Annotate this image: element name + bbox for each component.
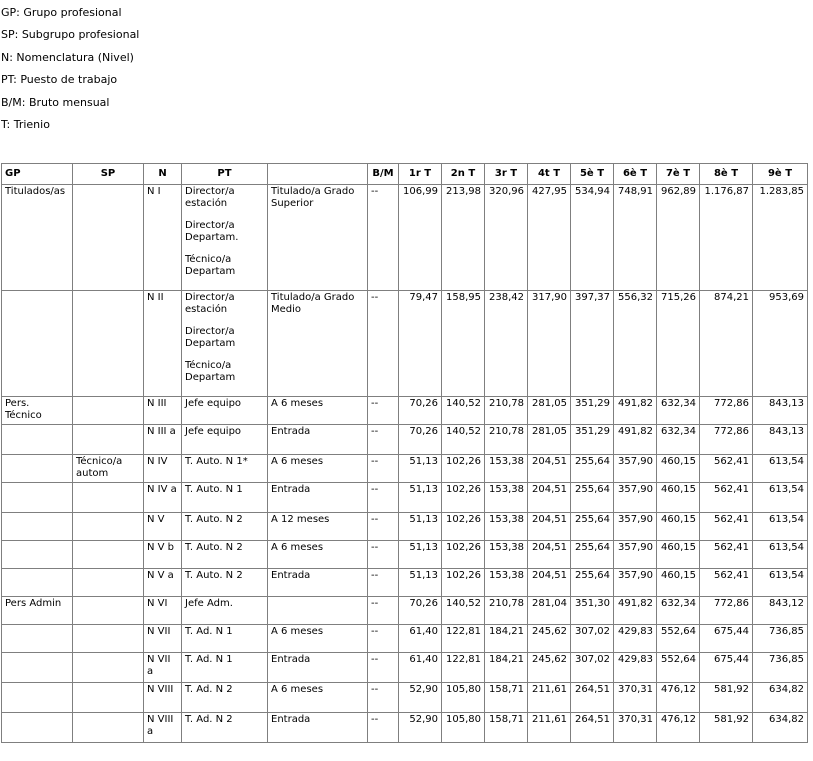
pt-item: Director/a Departam. [185,220,239,243]
bm-cell: -- [368,625,399,653]
category-cell: A 6 meses [268,455,368,483]
trienio-cell: 52,90 [399,713,442,743]
trienio-cell: 153,38 [485,483,528,513]
pt-cell [182,425,268,455]
trienio-cell: 307,02 [571,625,614,653]
column-header: N [144,164,182,185]
table-row [2,185,808,291]
bm-cell: -- [368,653,399,683]
trienio-cell: 427,95 [528,185,571,291]
trienio-cell: 357,90 [614,455,657,483]
bm-cell: -- [368,569,399,597]
n-cell: N V a [144,569,182,597]
trienio-cell: 255,64 [571,455,614,483]
trienio-cell: 153,38 [485,569,528,597]
table-row [2,713,808,743]
pt-cell [182,513,268,541]
gp-cell [2,683,73,713]
trienio-cell: 255,64 [571,541,614,569]
trienio-cell: 675,44 [700,625,753,653]
trienio-cell: 245,62 [528,653,571,683]
gp-cell: Titulados/as [2,185,73,291]
trienio-cell: 562,41 [700,541,753,569]
trienio-cell: 158,95 [442,291,485,397]
trienio-cell: 552,64 [657,653,700,683]
category-cell: A 12 meses [268,513,368,541]
trienio-cell: 317,90 [528,291,571,397]
pt-item: T. Ad. N 1 [185,626,233,637]
trienio-cell: 79,47 [399,291,442,397]
trienio-cell: 634,82 [753,683,808,713]
pt-cell [182,291,268,397]
trienio-cell: 634,82 [753,713,808,743]
trienio-cell: 184,21 [485,653,528,683]
column-header: B/M [368,164,399,185]
column-header: 8è T [700,164,753,185]
trienio-cell: 962,89 [657,185,700,291]
trienio-cell: 562,41 [700,513,753,541]
pt-cell [182,625,268,653]
bm-cell: -- [368,597,399,625]
trienio-cell: 255,64 [571,569,614,597]
column-header: SP [73,164,144,185]
trienio-cell: 429,83 [614,625,657,653]
trienio-cell: 211,61 [528,683,571,713]
table-row [2,683,808,713]
trienio-cell: 357,90 [614,513,657,541]
trienio-cell: 613,54 [753,483,808,513]
column-header: 6è T [614,164,657,185]
trienio-cell: 772,86 [700,597,753,625]
column-header: 3r T [485,164,528,185]
table-header [2,164,808,185]
trienio-cell: 736,85 [753,653,808,683]
trienio-cell: 153,38 [485,541,528,569]
trienio-cell: 70,26 [399,425,442,455]
trienio-cell: 51,13 [399,483,442,513]
trienio-cell: 562,41 [700,483,753,513]
table-row [2,513,808,541]
trienio-cell: 715,26 [657,291,700,397]
column-header: 7è T [657,164,700,185]
trienio-cell: 429,83 [614,653,657,683]
trienio-cell: 105,80 [442,683,485,713]
trienio-cell: 397,37 [571,291,614,397]
trienio-cell: 351,29 [571,397,614,425]
trienio-cell: 211,61 [528,713,571,743]
header-row [2,164,808,185]
trienio-cell: 632,34 [657,397,700,425]
gp-cell [2,455,73,483]
n-cell: N VIII [144,683,182,713]
trienio-cell: 204,51 [528,483,571,513]
trienio-cell: 460,15 [657,513,700,541]
trienio-cell: 184,21 [485,625,528,653]
trienio-cell: 843,13 [753,425,808,455]
table-row [2,597,808,625]
trienio-cell: 61,40 [399,653,442,683]
category-cell: Entrada [268,653,368,683]
legend [1,6,139,140]
sp-cell: Técnico/a autom [73,455,144,483]
trienio-cell: 613,54 [753,569,808,597]
n-cell: N IV [144,455,182,483]
trienio-cell: 843,13 [753,397,808,425]
sp-cell [73,397,144,425]
pt-cell [182,597,268,625]
pt-cell [182,185,268,291]
trienio-cell: 772,86 [700,425,753,455]
trienio-cell: 153,38 [485,455,528,483]
trienio-cell: 675,44 [700,653,753,683]
column-header: PT [182,164,268,185]
trienio-cell: 102,26 [442,541,485,569]
trienio-cell: 51,13 [399,455,442,483]
n-cell: N VIII a [144,713,182,743]
legend-bm: B/M: Bruto mensual [1,95,110,109]
trienio-cell: 581,92 [700,713,753,743]
trienio-cell: 204,51 [528,513,571,541]
pt-item: T. Auto. N 1 [185,484,243,495]
trienio-cell: 581,92 [700,683,753,713]
trienio-cell: 562,41 [700,569,753,597]
pt-item: T. Ad. N 2 [185,684,233,695]
trienio-cell: 210,78 [485,597,528,625]
trienio-cell: 460,15 [657,483,700,513]
trienio-cell: 204,51 [528,455,571,483]
trienio-cell: 140,52 [442,397,485,425]
salary-table [1,163,808,743]
trienio-cell: 102,26 [442,569,485,597]
category-cell: Entrada [268,483,368,513]
sp-cell [73,683,144,713]
table-row [2,541,808,569]
trienio-cell: 102,26 [442,513,485,541]
pt-cell [182,683,268,713]
trienio-cell: 70,26 [399,397,442,425]
sp-cell [73,597,144,625]
n-cell: N III a [144,425,182,455]
trienio-cell: 491,82 [614,597,657,625]
pt-item: T. Auto. N 1* [185,456,248,467]
trienio-cell: 613,54 [753,455,808,483]
bm-cell: -- [368,713,399,743]
trienio-cell: 632,34 [657,425,700,455]
pt-item: T. Ad. N 2 [185,714,233,725]
bm-cell: -- [368,513,399,541]
trienio-cell: 52,90 [399,683,442,713]
pt-item: Jefe equipo [185,426,242,437]
trienio-cell: 476,12 [657,683,700,713]
table-row [2,653,808,683]
trienio-cell: 281,04 [528,597,571,625]
trienio-cell: 245,62 [528,625,571,653]
pt-item: T. Auto. N 2 [185,514,243,525]
sp-cell [73,291,144,397]
trienio-cell: 281,05 [528,425,571,455]
trienio-cell: 613,54 [753,541,808,569]
trienio-cell: 1.176,87 [700,185,753,291]
pt-cell [182,455,268,483]
table-row [2,569,808,597]
trienio-cell: 70,26 [399,597,442,625]
n-cell: N IV a [144,483,182,513]
table-row [2,455,808,483]
pt-item: T. Auto. N 2 [185,570,243,581]
trienio-cell: 357,90 [614,483,657,513]
bm-cell: -- [368,541,399,569]
trienio-cell: 153,38 [485,513,528,541]
pt-item: Jefe equipo [185,398,242,409]
trienio-cell: 953,69 [753,291,808,397]
trienio-cell: 632,34 [657,597,700,625]
n-cell: N V [144,513,182,541]
column-header: 9è T [753,164,808,185]
trienio-cell: 460,15 [657,569,700,597]
pt-item: Técnico/a Departam [185,360,236,383]
pt-cell [182,541,268,569]
trienio-cell: 204,51 [528,569,571,597]
trienio-cell: 491,82 [614,425,657,455]
legend-pt: PT: Puesto de trabajo [1,73,118,87]
trienio-cell: 140,52 [442,425,485,455]
gp-cell [2,483,73,513]
trienio-cell: 357,90 [614,569,657,597]
sp-cell [73,713,144,743]
n-cell: N V b [144,541,182,569]
n-cell: N II [144,291,182,397]
legend-sp: SP: Subgrupo profesional [1,28,140,42]
category-cell: Entrada [268,425,368,455]
trienio-cell: 106,99 [399,185,442,291]
gp-cell [2,541,73,569]
trienio-cell: 210,78 [485,397,528,425]
pt-item: T. Auto. N 2 [185,542,243,553]
trienio-cell: 255,64 [571,513,614,541]
trienio-cell: 460,15 [657,541,700,569]
category-cell: Entrada [268,569,368,597]
category-cell: Entrada [268,713,368,743]
category-cell: A 6 meses [268,541,368,569]
trienio-cell: 105,80 [442,713,485,743]
sp-cell [73,425,144,455]
trienio-cell: 534,94 [571,185,614,291]
n-cell: N III [144,397,182,425]
trienio-cell: 158,71 [485,683,528,713]
n-cell: N VI [144,597,182,625]
pt-item: Director/a estación [185,292,235,315]
trienio-cell: 102,26 [442,455,485,483]
trienio-cell: 264,51 [571,683,614,713]
trienio-cell: 613,54 [753,513,808,541]
pt-cell [182,569,268,597]
trienio-cell: 736,85 [753,625,808,653]
trienio-cell: 51,13 [399,569,442,597]
column-header: GP [2,164,73,185]
trienio-cell: 320,96 [485,185,528,291]
column-header: 4t T [528,164,571,185]
trienio-cell: 843,12 [753,597,808,625]
gp-cell [2,513,73,541]
pt-item: Director/a Departam [185,326,236,349]
trienio-cell: 158,71 [485,713,528,743]
category-cell: Titulado/a Grado Medio [268,291,368,397]
category-cell: A 6 meses [268,625,368,653]
pt-cell [182,713,268,743]
trienio-cell: 61,40 [399,625,442,653]
trienio-cell: 307,02 [571,653,614,683]
gp-cell [2,713,73,743]
bm-cell: -- [368,397,399,425]
trienio-cell: 476,12 [657,713,700,743]
category-cell [268,597,368,625]
table-row [2,425,808,455]
pt-cell [182,483,268,513]
table-row [2,397,808,425]
column-header [268,164,368,185]
trienio-cell: 370,31 [614,683,657,713]
trienio-cell: 51,13 [399,513,442,541]
pt-cell [182,397,268,425]
table-row [2,625,808,653]
sp-cell [73,483,144,513]
sp-cell [73,541,144,569]
trienio-cell: 122,81 [442,653,485,683]
trienio-cell: 122,81 [442,625,485,653]
trienio-cell: 210,78 [485,425,528,455]
pt-cell [182,653,268,683]
n-cell: N VII a [144,653,182,683]
trienio-cell: 370,31 [614,713,657,743]
column-header: 5è T [571,164,614,185]
trienio-cell: 556,32 [614,291,657,397]
trienio-cell: 748,91 [614,185,657,291]
bm-cell: -- [368,683,399,713]
trienio-cell: 351,29 [571,425,614,455]
trienio-cell: 491,82 [614,397,657,425]
table-body [2,185,808,743]
gp-cell [2,653,73,683]
trienio-cell: 213,98 [442,185,485,291]
bm-cell: -- [368,455,399,483]
trienio-cell: 238,42 [485,291,528,397]
bm-cell: -- [368,425,399,455]
legend-gp: GP: Grupo profesional [1,6,122,19]
trienio-cell: 204,51 [528,541,571,569]
gp-cell [2,569,73,597]
gp-cell: Pers. Técnico [2,397,73,425]
bm-cell: -- [368,483,399,513]
bm-cell: -- [368,291,399,397]
column-header: 2n T [442,164,485,185]
category-cell: Titulado/a Grado Superior [268,185,368,291]
table-row [2,291,808,397]
n-cell: N I [144,185,182,291]
legend-t: T: Trienio [1,117,50,131]
trienio-cell: 264,51 [571,713,614,743]
sp-cell [73,625,144,653]
trienio-cell: 255,64 [571,483,614,513]
trienio-cell: 357,90 [614,541,657,569]
bm-cell: -- [368,185,399,291]
trienio-cell: 552,64 [657,625,700,653]
trienio-cell: 281,05 [528,397,571,425]
trienio-cell: 140,52 [442,597,485,625]
column-header: 1r T [399,164,442,185]
trienio-cell: 351,30 [571,597,614,625]
category-cell: A 6 meses [268,683,368,713]
sp-cell [73,653,144,683]
trienio-cell: 460,15 [657,455,700,483]
trienio-cell: 874,21 [700,291,753,397]
trienio-cell: 1.283,85 [753,185,808,291]
sp-cell [73,185,144,291]
gp-cell: Pers Admin [2,597,73,625]
legend-n: N: Nomenclatura (Nivel) [1,50,134,64]
trienio-cell: 562,41 [700,455,753,483]
pt-item: Técnico/a Departam [185,254,236,277]
table-row [2,483,808,513]
sp-cell [73,513,144,541]
pt-item: Jefe Adm. [185,598,233,609]
pt-item: Director/a estación [185,186,235,209]
trienio-cell: 102,26 [442,483,485,513]
pt-item: T. Ad. N 1 [185,654,233,665]
sp-cell [73,569,144,597]
n-cell: N VII [144,625,182,653]
trienio-cell: 772,86 [700,397,753,425]
gp-cell [2,625,73,653]
gp-cell [2,291,73,397]
gp-cell [2,425,73,455]
trienio-cell: 51,13 [399,541,442,569]
category-cell: A 6 meses [268,397,368,425]
